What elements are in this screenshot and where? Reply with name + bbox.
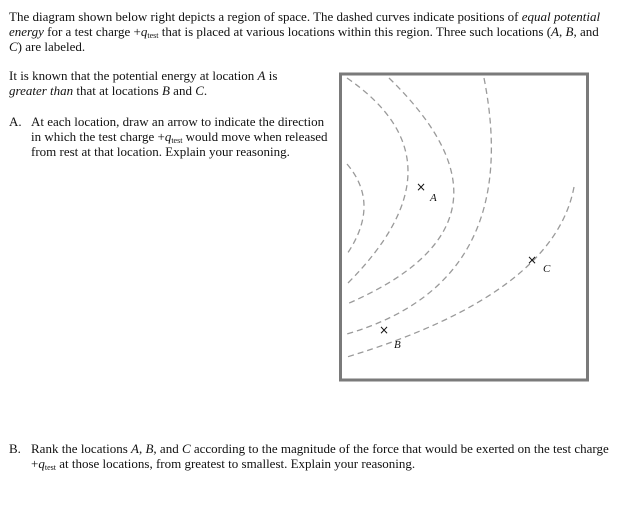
question-b-text: Rank the locations A, B, and C according to the magnitude of the force that would be exerted on the test charge $+q_{test}$ at those locations, from greatest to smallest. Explain your reasoning. bbox=[31, 441, 609, 472]
question-b-label: B. bbox=[9, 441, 21, 456]
diagram-frame bbox=[341, 74, 588, 380]
intro-paragraph: The diagram shown below right depicts a region of space. The dashed curves indicate positions of equal potential energy for a test charge $+q_{test}$ that is placed at various locations within this region. Three such locations (A, B, and C) are labeled. bbox=[9, 9, 601, 54]
location-c-label: C bbox=[543, 263, 551, 275]
location-a-marker: × bbox=[416, 180, 427, 194]
question-a-label: A. bbox=[9, 114, 22, 129]
equipotential-diagram bbox=[339, 72, 589, 382]
question-a-text: At each location, draw an arrow to indicate the direction in which the test charge $+q_{test}$ would move when released from rest at that location. Explain your reasoning. bbox=[31, 114, 328, 159]
location-c-marker: × bbox=[527, 253, 538, 267]
location-b-marker: × bbox=[379, 323, 390, 337]
location-a-label: A bbox=[430, 192, 437, 204]
known-statement: It is known that the potential energy at location A is greater than that at locations B and C. bbox=[9, 68, 278, 98]
location-b-label: B bbox=[394, 339, 401, 351]
